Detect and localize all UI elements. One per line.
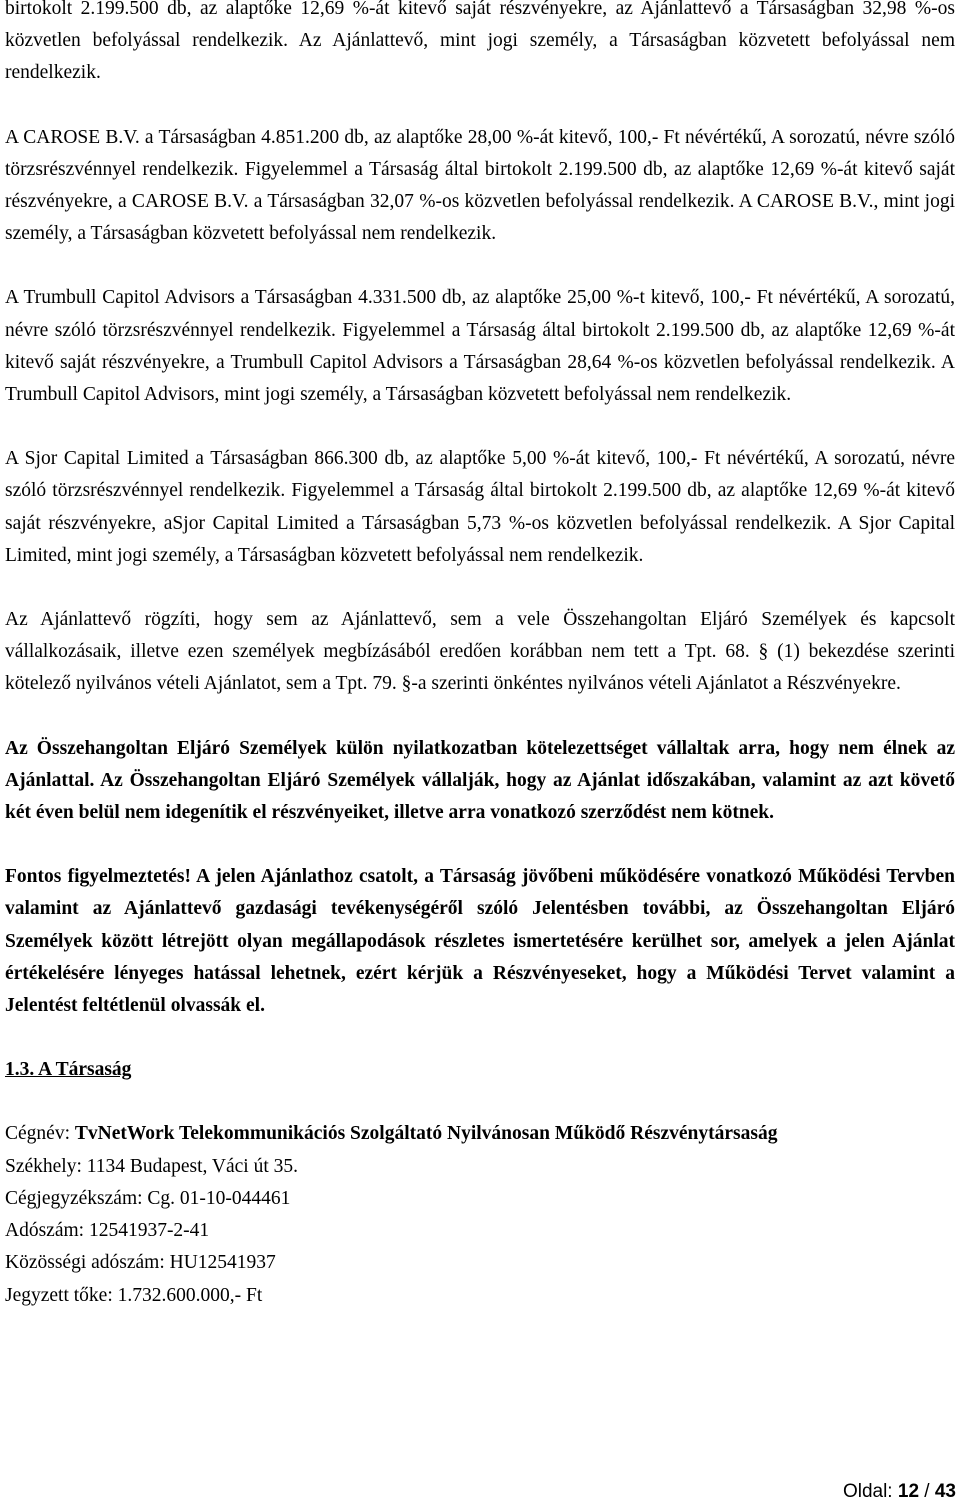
- paragraph-fontos-figyelmeztetes: Fontos figyelmeztetés! A jelen Ajánlathoz csatolt, a Társaság jövőbeni működésére vonatkozó Működési Tervben valamint az Ajánlattevő gazdasági tevékenységéről szóló Jelentésben további, az Összehangoltan Eljáró Személyek között létrejött olyan megállapodások részletes ismertetésére kerülhet sor, amelyek a jelen Ajánlat értékelésére lényeges hatással lehetnek, ezért kérjük a Részvényeseket, hogy a Működési Tervet valamint a Jelentést feltétlenül olvassák el.: [5, 866, 955, 1017]
- paragraph-sjor: A Sjor Capital Limited a Társaságban 866.300 db, az alaptőke 5,00 %-át kitevő, 100,- Ft névértékű, A sorozatú, névre szóló törzsrészvénnyel rendelkezik. Figyelemmel a Társaság által birtokolt 2.199.500 db, az alaptőke 12,69 %-át kitevő saját részvényekre, aSjor Capital Limited a Társaságban 5,73 %-os közvetlen befolyással rendelkezik. A Sjor Capital Limited, mint jogi személy, a Társaságban közvetett befolyással nem rendelkezik.: [5, 448, 955, 566]
- company-name-label: Cégnév:: [5, 1123, 75, 1145]
- page-number-footer: [843, 1480, 956, 1504]
- paragraph-ajanlattevo-befolyas: birtokolt 2.199.500 db, az alaptőke 12,69 %-át kitevő saját részvényekre, az Ajánlattevő a Társaságban 32,98 %-os közvetlen befolyással rendelkezik. Az Ajánlattevő, mint jogi személy, a Társaságban közvetett befolyással nem rendelkezik.: [5, 0, 955, 84]
- company-seat: Székhely: 1134 Budapest, Váci út 35.: [5, 1155, 298, 1177]
- paragraph-trumbull: A Trumbull Capitol Advisors a Társaságban 4.331.500 db, az alaptőke 25,00 %-t kitevő, 100,- Ft névértékű, A sorozatú, névre szóló törzsrészvénnyel rendelkezik. Figyelemmel a Társaság által birtokolt 2.199.500 db, az alaptőke 12,69 %-át kitevő saját részvényekre, a Trumbull Capitol Advisors a Társaságban 28,64 %-os közvetlen befolyással rendelkezik. A Trumbull Capitol Advisors, mint jogi személy, a Társaságban közvetett befolyással nem rendelkezik.: [5, 287, 955, 406]
- paragraph-ajanlattevo-rogziti: Az Ajánlattevő rögzíti, hogy sem az Ajánlattevő, sem a vele Összehangoltan Eljáró Személyek és kapcsolt vállalkozásaik, illetve ezen személyek megbízásából eredően korábban nem tett a Tpt. 68. § (1) bekezdése szerinti kötelező nyilvános vételi Ajánlatot, sem a Tpt. 79. §-a szerinti önkéntes nyilvános vételi Ajánlatot a Részvényekre.: [5, 609, 955, 695]
- company-eu-tax-number: Közösségi adószám: HU12541937: [5, 1252, 276, 1274]
- company-share-capital: Jegyzett tőke: 1.732.600.000,- Ft: [5, 1284, 263, 1306]
- footer-total-pages: 43: [934, 1481, 956, 1502]
- document-page: [5, 0, 955, 1312]
- company-registry-number: Cégjegyzékszám: Cg. 01-10-044461: [5, 1187, 291, 1209]
- company-name-value: TvNetWork Telekommunikációs Szolgáltató Nyilvánosan Működő Részvénytársaság: [74, 1123, 778, 1145]
- footer-separator: /: [919, 1481, 935, 1502]
- paragraph-osszehangoltan-nyilatkozat: Az Összehangoltan Eljáró Személyek külön nyilatkozatban kötelezettséget vállaltak arra, hogy nem élnek az Ajánlattal. Az Összehangoltan Eljáró Személyek vállalják, hogy az Ajánlat időszakában, valamint az azt követő két éven belül nem idegenítik el részvényeiket, illetve arra vonatkozó szerződést nem kötnek.: [5, 737, 955, 824]
- paragraph-carose: A CAROSE B.V. a Társaságban 4.851.200 db, az alaptőke 28,00 %-át kitevő, 100,- Ft névértékű, A sorozatú, névre szóló törzsrészvénnyel rendelkezik. Figyelemmel a Társaság által birtokolt 2.199.500 db, az alaptőke 12,69 %-át kitevő saját részvényekre, a CAROSE B.V. a Társaságban 32,07 %-os közvetlen befolyással rendelkezik. A CAROSE B.V., mint jogi személy, a Társaságban közvetett befolyással nem rendelkezik.: [5, 126, 955, 245]
- section-heading: 1.3. A Társaság: [5, 1059, 132, 1081]
- footer-current-page: 12: [897, 1481, 920, 1502]
- company-tax-number: Adószám: 12541937-2-41: [5, 1220, 210, 1242]
- company-name-line: [5, 1118, 955, 1150]
- footer-label: Oldal:: [842, 1481, 898, 1502]
- company-info: [5, 1118, 955, 1311]
